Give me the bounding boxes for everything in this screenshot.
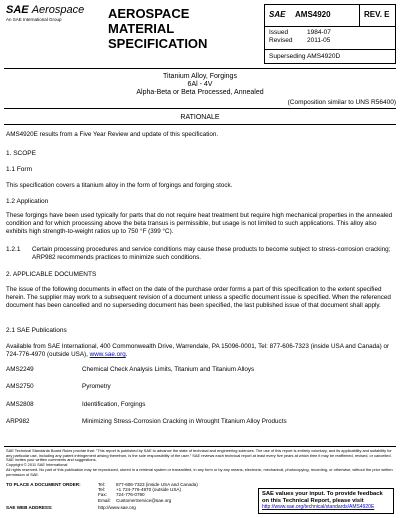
application-text: These forgings have been used typically for parts that do not require heat treatment but require high mechanical properties in the annealed condition and for which processing above the beta transus is permissible, but usage is not limited to such applications. This alloy also exhibits high strength-to-weight ratios up to 750 °F (399 °C). — [6, 212, 393, 235]
footer-copyright: Copyright © 2011 SAE International — [6, 462, 68, 467]
footer-divider — [4, 446, 396, 447]
footer-disclaimer: SAE Technical Standards Board Rules provide that: "This report is published by SAE to advance the state of technical and engineering sciences. The use of this report is entirely voluntary, and its applicability and suitability for any particular use, including any patent infringement arising therefrom, is the sole responsibility of the user." SAE reviews each technical report at least every five years at which time it may be reaffirmed, revised, or cancelled. SAE invites your written comments and suggestions. — [6, 448, 392, 463]
applicable-docs-text: The issue of the following documents in effect on the date of the purchase order forms a part of this specification to the extent specified herein. The supplier may work to a subsequent revision of a document unless a specific document issue is specified. When the referenced document has been cancelled and no superseding document has been specified, the last published issue of that document shall apply. — [6, 286, 391, 309]
sae-aerospace-logo — [6, 4, 98, 23]
issued-label: Issued — [269, 29, 289, 36]
availability-text: Available from SAE International, 400 Commonwealth Drive, Warrendale, PA 15096-0001, Tel: 877-606-7323 (inside USA and Canada) or 724-776-4970 (outside USA), www.sae.org. — [6, 343, 390, 358]
ref-title: Identification, Forgings — [82, 401, 146, 408]
tel-value: 877-606-7323 (inside USA and Canada) — [116, 482, 198, 487]
revision-label: REV. E — [364, 10, 390, 19]
rationale-text: AMS4920E results from a Five Year Review and update of this specification. — [6, 131, 219, 138]
email-value[interactable]: CustomerService@sae.org — [116, 497, 172, 503]
spec-info-box — [264, 4, 396, 64]
doc-number: AMS4920 — [295, 10, 331, 19]
subject-line3: Alpha-Beta or Beta Processed, Annealed — [136, 89, 264, 96]
scope-heading: 1. SCOPE — [6, 150, 36, 157]
logo-subtitle: An SAE International Group — [6, 17, 62, 22]
superseding-line: Superseding AMS4920D — [265, 49, 395, 63]
box-sae-logo: SAE — [269, 10, 286, 19]
document-type-title: AEROSPACE MATERIAL SPECIFICATION — [108, 6, 208, 51]
tel2-value: +1 724-776-4970 (outside USA) — [116, 487, 181, 493]
subject-line2: 6Al - 4V — [187, 81, 213, 88]
divider — [4, 108, 396, 109]
date-block — [269, 29, 331, 45]
form-text: This specification covers a titanium alloy in the form of forgings and forging stock. — [6, 182, 233, 189]
divider — [4, 68, 396, 69]
ref-id: AMS2249 — [6, 366, 34, 373]
order-contact: TO PLACE A DOCUMENT ORDER: Tel: 877-606-7323 (inside USA and Canada) Tel: +1 724-776-4970 (outside USA) Fax: 724-776-0790 Email: CustomerService@sae.org SAE WEB ADDRESS: http://www.sae.org — [6, 482, 198, 510]
ref-id: AMS2808 — [6, 401, 34, 408]
composition-note: (Composition similar to UNS R56400) — [287, 99, 396, 106]
logo-aerospace: Aerospace — [31, 4, 85, 16]
web-value[interactable]: http://www.sae.org — [98, 504, 136, 510]
applicable-docs-heading: 2. APPLICABLE DOCUMENTS — [6, 271, 97, 278]
divider — [4, 124, 396, 125]
revised-label: Revised — [269, 37, 293, 44]
ref-id: ARP982 — [6, 418, 30, 425]
ref-id: AMS2750 — [6, 383, 34, 390]
feedback-box: SAE values your input. To provide feedback on this Technical Report, please visit http://www.sae.org/technical/standards/AMS4920E — [258, 488, 394, 514]
order-label: TO PLACE A DOCUMENT ORDER: — [6, 482, 81, 487]
sae-publications-heading: 2.1 SAE Publications — [6, 327, 67, 334]
ref-title: Minimizing Stress-Corrosion Cracking in Wrought Titanium Alloy Products — [82, 418, 287, 425]
issued-date: 1984-07 — [307, 29, 331, 36]
logo-sae: SAE — [6, 4, 29, 16]
note-text: Certain processing procedures and service conditions may cause these products to become subject to stress-corrosion cracking; ARP982 recommends practices to minimize such conditions. — [32, 246, 391, 261]
application-heading: 1.2 Application — [6, 198, 49, 205]
subject-line1: Titanium Alloy, Forgings — [163, 73, 237, 80]
note-number: 1.2.1 — [6, 246, 21, 253]
fax-value: 724-776-0790 — [116, 492, 145, 498]
sae-website-link[interactable]: www.sae.org — [89, 351, 126, 358]
footer-rights: All rights reserved. No part of this publication may be reproduced, stored in a retrieval system or transmitted, in any form or by any means, electronic, mechanical, photocopying, recording, or otherwise, without the prior written permission of SAE. — [6, 467, 393, 477]
rationale-heading: RATIONALE — [180, 114, 220, 121]
ref-title: Chemical Check Analysis Limits, Titanium and Titanium Alloys — [82, 366, 255, 373]
web-label: SAE WEB ADDRESS: — [6, 504, 53, 510]
form-heading: 1.1 Form — [6, 166, 33, 173]
ref-title: Pyrometry — [82, 383, 111, 390]
revised-date: 2011-05 — [307, 37, 331, 44]
feedback-link[interactable]: http://www.sae.org/technical/standards/AMS4920E — [262, 504, 375, 511]
